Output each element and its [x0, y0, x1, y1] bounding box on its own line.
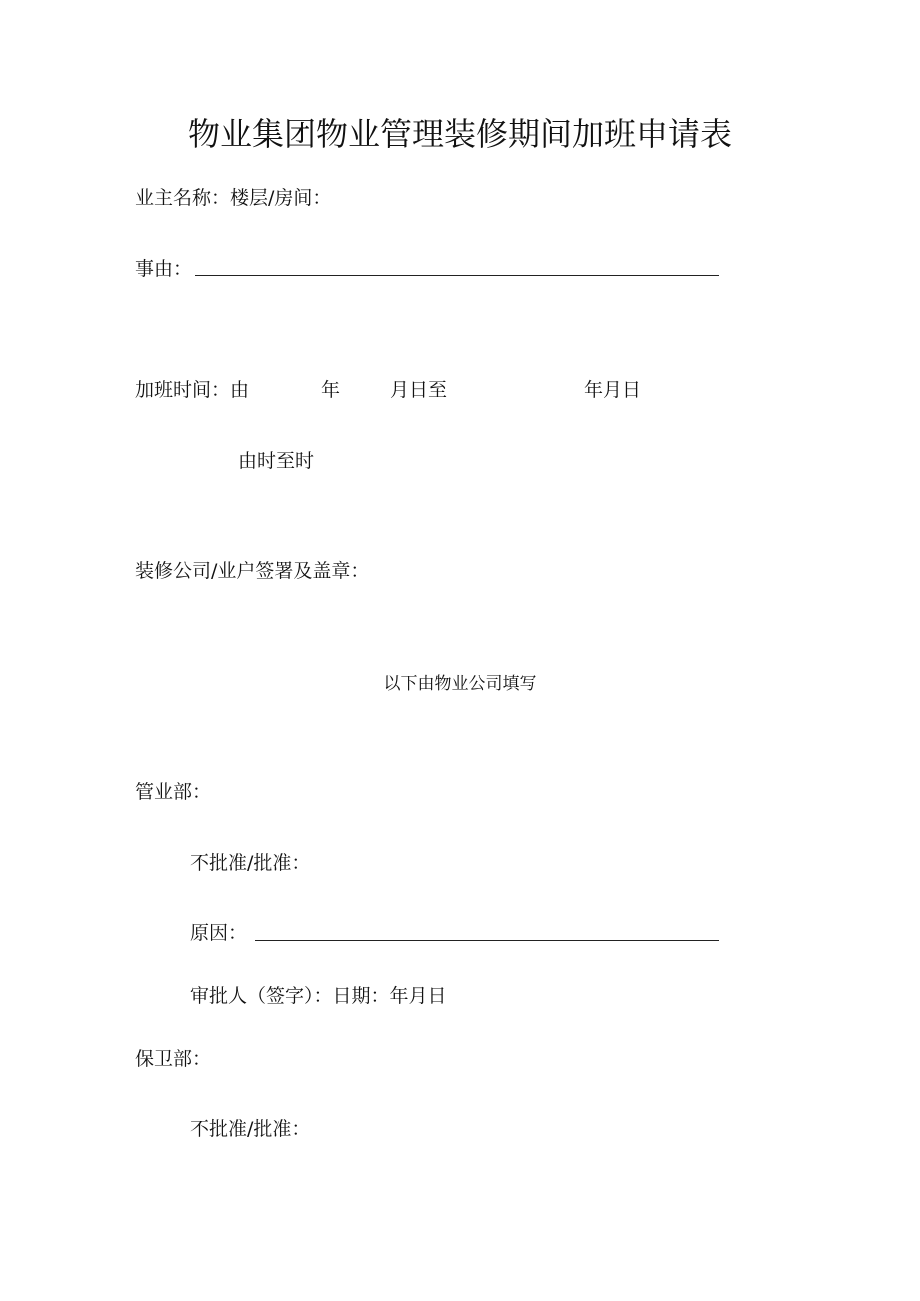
reason-label: 事由：	[135, 258, 193, 280]
management-dept-label: 管业部：	[135, 781, 212, 803]
section-note: 以下由物业公司填写	[383, 674, 537, 694]
overtime-year-label: 年	[321, 379, 341, 401]
security-dept-label: 保卫部：	[135, 1048, 212, 1070]
overtime-month-day-to-label: 月日至	[390, 379, 448, 401]
owner-room-label: 业主名称：楼层/房间：	[135, 187, 332, 209]
overtime-hours-label: 由时至时	[238, 450, 315, 472]
overtime-from-label: 加班时间：由	[135, 379, 250, 401]
signature-stamp-label: 装修公司/业户签署及盖章：	[135, 560, 370, 582]
security-approval-label: 不批准/批准：	[190, 1118, 311, 1140]
management-approval-label: 不批准/批准：	[190, 852, 311, 874]
management-reason-underline-field[interactable]	[255, 940, 719, 941]
overtime-end-date-label: 年月日	[584, 379, 642, 401]
reason-underline-field[interactable]	[195, 275, 719, 276]
management-approver-date-label: 审批人（签字）：日期：年月日	[190, 985, 447, 1007]
form-title: 物业集团物业管理装修期间加班申请表	[187, 115, 732, 153]
management-reason-label: 原因：	[190, 922, 248, 944]
